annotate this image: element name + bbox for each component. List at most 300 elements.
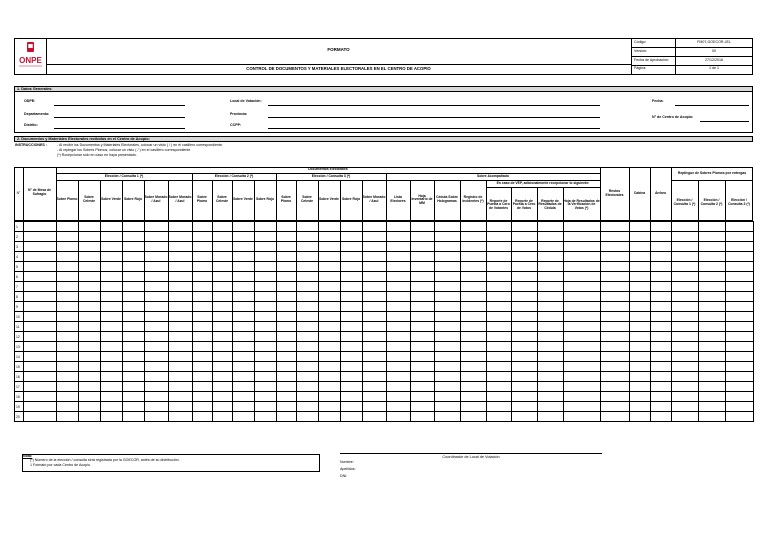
check-cell[interactable] <box>79 302 101 312</box>
check-cell[interactable] <box>411 352 435 362</box>
check-cell[interactable] <box>601 222 630 232</box>
check-cell[interactable] <box>435 402 461 412</box>
check-cell[interactable] <box>101 392 123 402</box>
check-cell[interactable] <box>726 392 754 402</box>
check-cell[interactable] <box>387 232 411 242</box>
check-cell[interactable] <box>601 382 630 392</box>
check-cell[interactable] <box>726 312 754 322</box>
check-cell[interactable] <box>538 412 564 422</box>
check-cell[interactable] <box>341 272 363 282</box>
check-cell[interactable] <box>255 272 277 282</box>
check-cell[interactable] <box>297 322 319 332</box>
check-cell[interactable] <box>564 372 601 382</box>
check-cell[interactable] <box>699 392 726 402</box>
check-cell[interactable] <box>101 402 123 412</box>
check-cell[interactable] <box>24 352 57 362</box>
check-cell[interactable] <box>255 252 277 262</box>
check-cell[interactable] <box>213 222 233 232</box>
check-cell[interactable] <box>255 282 277 292</box>
check-cell[interactable] <box>341 292 363 302</box>
check-cell[interactable] <box>630 302 651 312</box>
check-cell[interactable] <box>213 382 233 392</box>
check-cell[interactable] <box>319 372 341 382</box>
check-cell[interactable] <box>297 312 319 322</box>
check-cell[interactable] <box>169 362 193 372</box>
check-cell[interactable] <box>435 222 461 232</box>
check-cell[interactable] <box>255 292 277 302</box>
check-cell[interactable] <box>487 412 512 422</box>
check-cell[interactable] <box>297 292 319 302</box>
check-cell[interactable] <box>564 232 601 242</box>
check-cell[interactable] <box>79 332 101 342</box>
check-cell[interactable] <box>363 362 387 372</box>
check-cell[interactable] <box>538 252 564 262</box>
check-cell[interactable] <box>538 372 564 382</box>
check-cell[interactable] <box>145 242 169 252</box>
check-cell[interactable] <box>630 242 651 252</box>
check-cell[interactable] <box>461 312 487 322</box>
check-cell[interactable] <box>363 222 387 232</box>
check-cell[interactable] <box>512 282 538 292</box>
check-cell[interactable] <box>387 262 411 272</box>
check-cell[interactable] <box>169 332 193 342</box>
check-cell[interactable] <box>277 272 297 282</box>
check-cell[interactable] <box>461 282 487 292</box>
check-cell[interactable] <box>538 352 564 362</box>
check-cell[interactable] <box>213 262 233 272</box>
check-cell[interactable] <box>277 332 297 342</box>
check-cell[interactable] <box>57 402 79 412</box>
check-cell[interactable] <box>726 282 754 292</box>
check-cell[interactable] <box>297 382 319 392</box>
check-cell[interactable] <box>487 282 512 292</box>
check-cell[interactable] <box>255 332 277 342</box>
check-cell[interactable] <box>169 392 193 402</box>
check-cell[interactable] <box>145 272 169 282</box>
check-cell[interactable] <box>24 312 57 322</box>
check-cell[interactable] <box>101 342 123 352</box>
check-cell[interactable] <box>538 342 564 352</box>
check-cell[interactable] <box>233 322 255 332</box>
check-cell[interactable] <box>57 292 79 302</box>
check-cell[interactable] <box>487 232 512 242</box>
check-cell[interactable] <box>411 312 435 322</box>
check-cell[interactable] <box>297 222 319 232</box>
check-cell[interactable] <box>297 272 319 282</box>
check-cell[interactable] <box>461 342 487 352</box>
check-cell[interactable] <box>538 302 564 312</box>
check-cell[interactable] <box>601 272 630 282</box>
check-cell[interactable] <box>277 282 297 292</box>
check-cell[interactable] <box>123 332 145 342</box>
check-cell[interactable] <box>512 242 538 252</box>
check-cell[interactable] <box>169 242 193 252</box>
check-cell[interactable] <box>435 252 461 262</box>
check-cell[interactable] <box>672 332 699 342</box>
check-cell[interactable] <box>387 322 411 332</box>
check-cell[interactable] <box>461 332 487 342</box>
check-cell[interactable] <box>233 292 255 302</box>
check-cell[interactable] <box>538 312 564 322</box>
check-cell[interactable] <box>277 262 297 272</box>
check-cell[interactable] <box>101 322 123 332</box>
check-cell[interactable] <box>193 372 213 382</box>
check-cell[interactable] <box>564 252 601 262</box>
check-cell[interactable] <box>487 382 512 392</box>
check-cell[interactable] <box>24 282 57 292</box>
check-cell[interactable] <box>57 312 79 322</box>
check-cell[interactable] <box>726 352 754 362</box>
check-cell[interactable] <box>601 262 630 272</box>
check-cell[interactable] <box>487 362 512 372</box>
check-cell[interactable] <box>672 242 699 252</box>
check-cell[interactable] <box>564 402 601 412</box>
check-cell[interactable] <box>651 342 672 352</box>
check-cell[interactable] <box>699 402 726 412</box>
distrito-field[interactable] <box>54 128 185 129</box>
check-cell[interactable] <box>101 292 123 302</box>
check-cell[interactable] <box>57 342 79 352</box>
check-cell[interactable] <box>726 242 754 252</box>
check-cell[interactable] <box>564 352 601 362</box>
odpe-field[interactable] <box>54 105 185 106</box>
check-cell[interactable] <box>24 262 57 272</box>
check-cell[interactable] <box>145 342 169 352</box>
check-cell[interactable] <box>24 382 57 392</box>
check-cell[interactable] <box>79 372 101 382</box>
check-cell[interactable] <box>193 352 213 362</box>
check-cell[interactable] <box>193 272 213 282</box>
check-cell[interactable] <box>512 302 538 312</box>
check-cell[interactable] <box>363 232 387 242</box>
check-cell[interactable] <box>564 262 601 272</box>
check-cell[interactable] <box>487 392 512 402</box>
check-cell[interactable] <box>57 302 79 312</box>
check-cell[interactable] <box>538 382 564 392</box>
check-cell[interactable] <box>193 312 213 322</box>
check-cell[interactable] <box>487 332 512 342</box>
check-cell[interactable] <box>363 262 387 272</box>
check-cell[interactable] <box>101 242 123 252</box>
check-cell[interactable] <box>319 402 341 412</box>
ccpp-field[interactable] <box>268 128 600 129</box>
check-cell[interactable] <box>435 242 461 252</box>
check-cell[interactable] <box>169 372 193 382</box>
check-cell[interactable] <box>145 412 169 422</box>
check-cell[interactable] <box>601 402 630 412</box>
check-cell[interactable] <box>79 232 101 242</box>
check-cell[interactable] <box>387 272 411 282</box>
check-cell[interactable] <box>487 352 512 362</box>
check-cell[interactable] <box>564 302 601 312</box>
check-cell[interactable] <box>512 382 538 392</box>
check-cell[interactable] <box>24 392 57 402</box>
check-cell[interactable] <box>233 252 255 262</box>
check-cell[interactable] <box>726 332 754 342</box>
check-cell[interactable] <box>24 362 57 372</box>
check-cell[interactable] <box>123 302 145 312</box>
check-cell[interactable] <box>387 312 411 322</box>
check-cell[interactable] <box>699 282 726 292</box>
check-cell[interactable] <box>24 252 57 262</box>
check-cell[interactable] <box>487 262 512 272</box>
check-cell[interactable] <box>255 312 277 322</box>
check-cell[interactable] <box>297 392 319 402</box>
check-cell[interactable] <box>699 252 726 262</box>
check-cell[interactable] <box>341 222 363 232</box>
check-cell[interactable] <box>319 302 341 312</box>
departamento-field[interactable] <box>54 117 185 118</box>
check-cell[interactable] <box>487 312 512 322</box>
check-cell[interactable] <box>145 382 169 392</box>
check-cell[interactable] <box>564 342 601 352</box>
check-cell[interactable] <box>297 282 319 292</box>
check-cell[interactable] <box>411 362 435 372</box>
check-cell[interactable] <box>601 362 630 372</box>
check-cell[interactable] <box>630 272 651 282</box>
check-cell[interactable] <box>169 322 193 332</box>
check-cell[interactable] <box>363 282 387 292</box>
check-cell[interactable] <box>319 292 341 302</box>
check-cell[interactable] <box>411 282 435 292</box>
check-cell[interactable] <box>487 302 512 312</box>
check-cell[interactable] <box>297 252 319 262</box>
check-cell[interactable] <box>387 372 411 382</box>
check-cell[interactable] <box>213 402 233 412</box>
check-cell[interactable] <box>193 412 213 422</box>
check-cell[interactable] <box>387 382 411 392</box>
check-cell[interactable] <box>699 382 726 392</box>
check-cell[interactable] <box>57 372 79 382</box>
check-cell[interactable] <box>341 312 363 322</box>
check-cell[interactable] <box>79 402 101 412</box>
check-cell[interactable] <box>123 322 145 332</box>
check-cell[interactable] <box>233 302 255 312</box>
check-cell[interactable] <box>651 302 672 312</box>
check-cell[interactable] <box>461 272 487 282</box>
check-cell[interactable] <box>341 242 363 252</box>
check-cell[interactable] <box>461 262 487 272</box>
check-cell[interactable] <box>487 372 512 382</box>
check-cell[interactable] <box>487 272 512 282</box>
check-cell[interactable] <box>79 342 101 352</box>
check-cell[interactable] <box>651 402 672 412</box>
check-cell[interactable] <box>630 342 651 352</box>
check-cell[interactable] <box>512 402 538 412</box>
check-cell[interactable] <box>233 402 255 412</box>
check-cell[interactable] <box>277 232 297 242</box>
check-cell[interactable] <box>538 402 564 412</box>
check-cell[interactable] <box>726 272 754 282</box>
check-cell[interactable] <box>319 282 341 292</box>
check-cell[interactable] <box>193 322 213 332</box>
check-cell[interactable] <box>651 222 672 232</box>
check-cell[interactable] <box>411 292 435 302</box>
check-cell[interactable] <box>193 342 213 352</box>
check-cell[interactable] <box>145 302 169 312</box>
check-cell[interactable] <box>169 312 193 322</box>
check-cell[interactable] <box>233 342 255 352</box>
check-cell[interactable] <box>341 372 363 382</box>
check-cell[interactable] <box>672 302 699 312</box>
check-cell[interactable] <box>672 292 699 302</box>
check-cell[interactable] <box>255 232 277 242</box>
check-cell[interactable] <box>277 242 297 252</box>
check-cell[interactable] <box>699 312 726 322</box>
check-cell[interactable] <box>297 262 319 272</box>
check-cell[interactable] <box>512 272 538 282</box>
check-cell[interactable] <box>672 402 699 412</box>
check-cell[interactable] <box>387 252 411 262</box>
check-cell[interactable] <box>672 352 699 362</box>
check-cell[interactable] <box>169 252 193 262</box>
check-cell[interactable] <box>123 312 145 322</box>
check-cell[interactable] <box>79 312 101 322</box>
check-cell[interactable] <box>213 332 233 342</box>
check-cell[interactable] <box>57 382 79 392</box>
check-cell[interactable] <box>672 372 699 382</box>
check-cell[interactable] <box>699 262 726 272</box>
check-cell[interactable] <box>411 232 435 242</box>
check-cell[interactable] <box>435 272 461 282</box>
check-cell[interactable] <box>233 382 255 392</box>
check-cell[interactable] <box>233 332 255 342</box>
check-cell[interactable] <box>601 232 630 242</box>
check-cell[interactable] <box>387 302 411 312</box>
check-cell[interactable] <box>79 222 101 232</box>
check-cell[interactable] <box>672 232 699 242</box>
check-cell[interactable] <box>169 412 193 422</box>
check-cell[interactable] <box>564 312 601 322</box>
check-cell[interactable] <box>387 352 411 362</box>
check-cell[interactable] <box>538 232 564 242</box>
check-cell[interactable] <box>341 232 363 242</box>
check-cell[interactable] <box>319 412 341 422</box>
check-cell[interactable] <box>411 222 435 232</box>
check-cell[interactable] <box>277 352 297 362</box>
check-cell[interactable] <box>461 302 487 312</box>
check-cell[interactable] <box>57 232 79 242</box>
check-cell[interactable] <box>512 252 538 262</box>
check-cell[interactable] <box>461 392 487 402</box>
check-cell[interactable] <box>387 412 411 422</box>
check-cell[interactable] <box>435 302 461 312</box>
check-cell[interactable] <box>255 222 277 232</box>
check-cell[interactable] <box>363 242 387 252</box>
check-cell[interactable] <box>57 282 79 292</box>
check-cell[interactable] <box>699 342 726 352</box>
check-cell[interactable] <box>461 352 487 362</box>
check-cell[interactable] <box>145 282 169 292</box>
check-cell[interactable] <box>651 242 672 252</box>
check-cell[interactable] <box>101 332 123 342</box>
check-cell[interactable] <box>145 222 169 232</box>
check-cell[interactable] <box>57 412 79 422</box>
check-cell[interactable] <box>319 332 341 342</box>
check-cell[interactable] <box>213 242 233 252</box>
check-cell[interactable] <box>726 362 754 372</box>
check-cell[interactable] <box>651 382 672 392</box>
check-cell[interactable] <box>435 412 461 422</box>
check-cell[interactable] <box>461 252 487 262</box>
check-cell[interactable] <box>319 322 341 332</box>
check-cell[interactable] <box>726 382 754 392</box>
check-cell[interactable] <box>435 372 461 382</box>
check-cell[interactable] <box>193 332 213 342</box>
check-cell[interactable] <box>24 372 57 382</box>
check-cell[interactable] <box>411 372 435 382</box>
check-cell[interactable] <box>277 312 297 322</box>
check-cell[interactable] <box>277 252 297 262</box>
check-cell[interactable] <box>461 412 487 422</box>
check-cell[interactable] <box>672 282 699 292</box>
check-cell[interactable] <box>512 232 538 242</box>
check-cell[interactable] <box>319 342 341 352</box>
check-cell[interactable] <box>193 282 213 292</box>
check-cell[interactable] <box>277 292 297 302</box>
check-cell[interactable] <box>726 222 754 232</box>
check-cell[interactable] <box>123 372 145 382</box>
check-cell[interactable] <box>101 372 123 382</box>
check-cell[interactable] <box>123 272 145 282</box>
check-cell[interactable] <box>461 322 487 332</box>
check-cell[interactable] <box>601 312 630 322</box>
check-cell[interactable] <box>255 372 277 382</box>
check-cell[interactable] <box>363 372 387 382</box>
check-cell[interactable] <box>487 222 512 232</box>
check-cell[interactable] <box>24 402 57 412</box>
check-cell[interactable] <box>538 332 564 342</box>
check-cell[interactable] <box>193 362 213 372</box>
check-cell[interactable] <box>319 352 341 362</box>
check-cell[interactable] <box>319 232 341 242</box>
check-cell[interactable] <box>123 252 145 262</box>
check-cell[interactable] <box>101 232 123 242</box>
check-cell[interactable] <box>699 302 726 312</box>
check-cell[interactable] <box>255 302 277 312</box>
check-cell[interactable] <box>79 322 101 332</box>
check-cell[interactable] <box>564 332 601 342</box>
check-cell[interactable] <box>651 312 672 322</box>
check-cell[interactable] <box>341 262 363 272</box>
check-cell[interactable] <box>319 242 341 252</box>
check-cell[interactable] <box>487 242 512 252</box>
check-cell[interactable] <box>435 262 461 272</box>
check-cell[interactable] <box>341 382 363 392</box>
check-cell[interactable] <box>193 402 213 412</box>
check-cell[interactable] <box>277 392 297 402</box>
check-cell[interactable] <box>601 242 630 252</box>
check-cell[interactable] <box>57 242 79 252</box>
check-cell[interactable] <box>79 412 101 422</box>
check-cell[interactable] <box>726 402 754 412</box>
check-cell[interactable] <box>564 292 601 302</box>
check-cell[interactable] <box>564 362 601 372</box>
check-cell[interactable] <box>651 332 672 342</box>
check-cell[interactable] <box>538 292 564 302</box>
check-cell[interactable] <box>363 252 387 262</box>
check-cell[interactable] <box>24 322 57 332</box>
check-cell[interactable] <box>319 392 341 402</box>
check-cell[interactable] <box>145 232 169 242</box>
signature-line[interactable] <box>340 453 602 454</box>
check-cell[interactable] <box>726 292 754 302</box>
check-cell[interactable] <box>319 262 341 272</box>
check-cell[interactable] <box>57 272 79 282</box>
check-cell[interactable] <box>672 222 699 232</box>
check-cell[interactable] <box>630 282 651 292</box>
check-cell[interactable] <box>435 292 461 302</box>
